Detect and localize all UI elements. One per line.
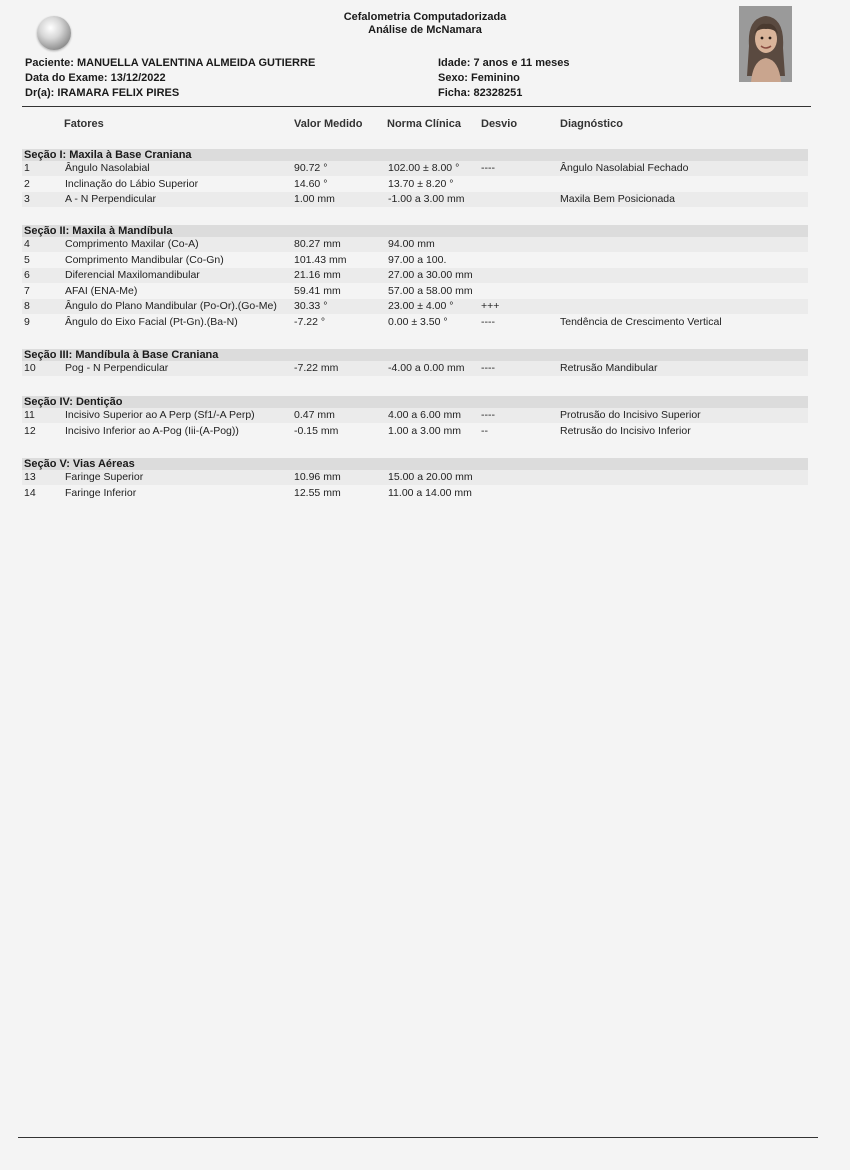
table-row <box>22 268 808 283</box>
row-measured-value: 30.33 ° <box>294 300 328 312</box>
column-header-measured: Valor Medido <box>294 118 363 130</box>
row-factor: Inclinação do Lábio Superior <box>65 177 199 190</box>
patient-sex: Sexo: Feminino <box>438 72 520 84</box>
footer-divider <box>18 1137 818 1138</box>
record-number: Ficha: 82328251 <box>438 87 523 99</box>
row-clinical-norm: 57.00 a 58.00 mm <box>388 284 473 297</box>
row-deviation: ---- <box>481 315 495 328</box>
row-deviation: -- <box>481 424 488 437</box>
row-factor: Ângulo Nasolabial <box>65 162 150 174</box>
row-number: 13 <box>24 471 36 483</box>
row-factor: Incisivo Inferior ao A-Pog (Iii-(A-Pog)) <box>65 424 239 437</box>
section-title: Seção IV: Dentição <box>24 396 123 408</box>
row-diagnosis: Retrusão do Incisivo Inferior <box>560 424 691 437</box>
column-header-norm: Norma Clínica <box>387 118 461 130</box>
row-clinical-norm: 15.00 a 20.00 mm <box>388 471 473 483</box>
section-title: Seção I: Maxila à Base Craniana <box>24 149 192 161</box>
row-clinical-norm: 4.00 a 6.00 mm <box>388 409 461 421</box>
table-row <box>22 408 808 423</box>
row-deviation: +++ <box>481 300 500 312</box>
row-deviation: ---- <box>481 162 495 174</box>
row-factor: Pog - N Perpendicular <box>65 362 169 374</box>
row-factor: Diferencial Maxilomandibular <box>65 269 200 281</box>
table-row <box>22 177 808 192</box>
section-title: Seção V: Vias Aéreas <box>24 458 135 470</box>
row-factor: AFAI (ENA-Me) <box>65 284 138 297</box>
table-row <box>22 192 808 207</box>
table-row <box>22 315 808 330</box>
table-row <box>22 424 808 439</box>
row-number: 4 <box>24 238 30 250</box>
row-number: 9 <box>24 315 30 328</box>
column-header-factors: Fatores <box>64 118 104 130</box>
row-factor: Ângulo do Eixo Facial (Pt-Gn).(Ba-N) <box>65 315 238 328</box>
patient-age: Idade: 7 anos e 11 meses <box>438 57 570 69</box>
report-title: Cefalometria Computadorizada <box>343 11 507 23</box>
row-number: 3 <box>24 193 30 205</box>
row-number: 14 <box>24 486 36 499</box>
row-measured-value: 21.16 mm <box>294 269 341 281</box>
row-clinical-norm: 23.00 ± 4.00 ° <box>388 300 454 312</box>
row-measured-value: -7.22 mm <box>294 362 339 374</box>
row-measured-value: 1.00 mm <box>294 193 335 205</box>
row-measured-value: 101.43 mm <box>294 253 347 266</box>
row-deviation: ---- <box>481 362 495 374</box>
row-diagnosis: Ângulo Nasolabial Fechado <box>560 162 689 174</box>
row-clinical-norm: -1.00 a 3.00 mm <box>388 193 465 205</box>
row-number: 6 <box>24 269 30 281</box>
row-clinical-norm: 94.00 mm <box>388 238 435 250</box>
row-factor: A - N Perpendicular <box>65 193 157 205</box>
row-factor: Ângulo do Plano Mandibular (Po-Or).(Go-Me) <box>65 300 277 312</box>
row-diagnosis: Protrusão do Incisivo Superior <box>560 409 701 421</box>
section-header <box>22 458 808 470</box>
patient-info <box>25 56 315 101</box>
row-clinical-norm: 27.00 a 30.00 mm <box>388 269 473 281</box>
exam-date: Data do Exame: 13/12/2022 <box>25 72 166 84</box>
table-row <box>22 237 808 252</box>
row-diagnosis: Retrusão Mandibular <box>560 362 658 374</box>
clinic-logo <box>37 16 71 50</box>
section-header <box>22 396 808 408</box>
row-measured-value: 59.41 mm <box>294 284 341 297</box>
row-measured-value: 10.96 mm <box>294 471 341 483</box>
row-factor: Incisivo Superior ao A Perp (Sf1/-A Perp) <box>65 409 255 421</box>
row-clinical-norm: 13.70 ± 8.20 ° <box>388 177 454 190</box>
row-factor: Comprimento Maxilar (Co-A) <box>65 238 199 250</box>
table-row <box>22 161 808 176</box>
row-factor: Faringe Superior <box>65 471 144 483</box>
row-clinical-norm: 11.00 a 14.00 mm <box>388 486 472 499</box>
row-clinical-norm: 102.00 ± 8.00 ° <box>388 162 460 174</box>
row-measured-value: 80.27 mm <box>294 238 341 250</box>
section-header <box>22 149 808 161</box>
doctor-name: Dr(a): IRAMARA FELIX PIRES <box>25 87 180 99</box>
table-row <box>22 253 808 268</box>
row-factor: Comprimento Mandibular (Co-Gn) <box>65 253 224 266</box>
row-measured-value: 90.72 ° <box>294 162 328 174</box>
table-row <box>22 299 808 314</box>
row-measured-value: 0.47 mm <box>294 409 335 421</box>
row-number: 11 <box>24 409 35 421</box>
row-number: 1 <box>24 162 30 174</box>
row-diagnosis: Maxila Bem Posicionada <box>560 193 675 205</box>
section-title: Seção II: Maxila à Mandíbula <box>24 225 173 237</box>
section-header <box>22 225 808 237</box>
row-number: 8 <box>24 300 30 312</box>
row-number: 2 <box>24 177 30 190</box>
row-diagnosis: Tendência de Crescimento Vertical <box>560 315 722 328</box>
row-clinical-norm: 97.00 a 100. <box>388 253 447 266</box>
row-clinical-norm: 0.00 ± 3.50 ° <box>388 315 448 328</box>
row-number: 10 <box>24 362 36 374</box>
table-row <box>22 486 808 501</box>
row-number: 5 <box>24 253 30 266</box>
column-header-deviation: Desvio <box>481 118 518 130</box>
section-header <box>22 349 808 361</box>
patient-name: Paciente: MANUELLA VALENTINA ALMEIDA GUTIERRE <box>25 57 316 69</box>
section-title: Seção III: Mandíbula à Base Craniana <box>24 349 219 361</box>
row-measured-value: 14.60 ° <box>294 177 328 190</box>
row-measured-value: -7.22 ° <box>294 315 326 328</box>
table-row <box>22 470 808 485</box>
row-deviation: ---- <box>481 409 495 421</box>
row-measured-value: -0.15 mm <box>294 424 339 437</box>
header-divider <box>22 106 811 107</box>
table-row <box>22 284 808 299</box>
patient-details <box>438 56 569 101</box>
row-number: 12 <box>24 424 36 437</box>
report-subtitle: Análise de McNamara <box>368 24 482 36</box>
row-measured-value: 12.55 mm <box>294 486 341 499</box>
column-header-diagnosis: Diagnóstico <box>560 118 623 130</box>
row-factor: Faringe Inferior <box>65 486 137 499</box>
patient-photo <box>739 6 792 82</box>
row-number: 7 <box>24 284 30 297</box>
table-row <box>22 361 808 376</box>
row-clinical-norm: 1.00 a 3.00 mm <box>388 424 461 437</box>
row-clinical-norm: -4.00 a 0.00 mm <box>388 362 465 374</box>
